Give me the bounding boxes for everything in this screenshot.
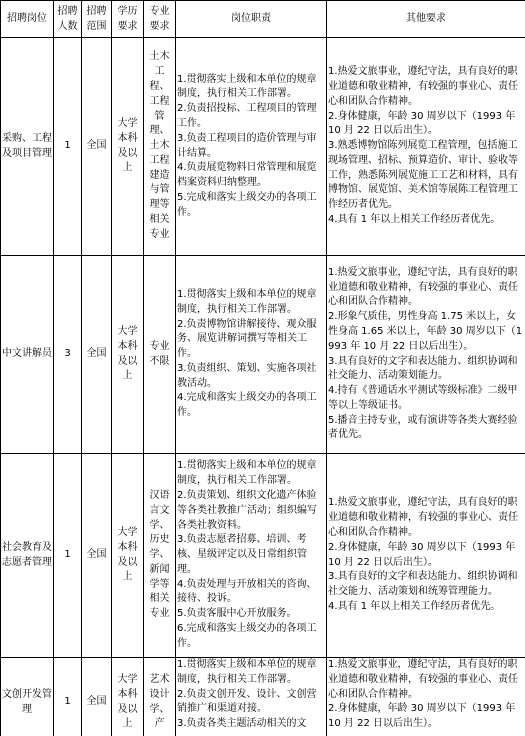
scope-cell: 全国 bbox=[82, 38, 112, 256]
requirement-item: 2.身体健康，年龄 30 周岁以下（1993 年 10 月 22 日以后出生）。 bbox=[328, 110, 516, 137]
header-scope: 招聘范围 bbox=[82, 1, 112, 38]
major-cell: 艺术设计学、产 bbox=[144, 658, 176, 736]
duties-cell bbox=[176, 658, 327, 736]
education-cell: 大学本科及以上 bbox=[112, 658, 144, 736]
other-cell bbox=[327, 256, 525, 454]
duty-item: 1.贯彻落实上级和本单位的规章制度，执行相关工作部署。 bbox=[177, 73, 317, 100]
table-row bbox=[1, 454, 525, 658]
requirement-item: 2.形象气质佳，男性身高 1.75 米以上，女性身高 1.65 米以上，年龄 30 周岁以下（1993 年 10 月 22 日以后出生）。 bbox=[328, 311, 523, 352]
requirement-item: 1.热爱文旅事业，遵纪守法，具有良好的职业道德和敬业精神，有较强的事业心、责任心和团队合作精神。 bbox=[328, 266, 518, 308]
table-row bbox=[1, 658, 525, 736]
requirement-item: 4.持有《普通话水平测试等级标准》二级甲等以上等级证书。 bbox=[328, 385, 518, 411]
requirement-item: 4.具有 1 年以上相关工作经历者优先。 bbox=[328, 214, 501, 226]
header-major: 专业要求 bbox=[144, 1, 176, 38]
duty-item: 2.负责策划、组织文化遗产体验等各类社教推广活动；组织编写各类社教资料。 bbox=[177, 489, 317, 531]
position-cell: 文创开发管理 bbox=[1, 658, 54, 736]
education-cell: 大学本科及以上 bbox=[112, 256, 144, 454]
other-cell bbox=[327, 38, 525, 256]
scope-cell: 全国 bbox=[82, 454, 112, 658]
header-other: 其他要求 bbox=[327, 1, 525, 38]
duty-item: 1.贯彻落实上级和本单位的规章制度，执行相关工作部署。 bbox=[177, 659, 317, 685]
header-duties: 岗位职责 bbox=[176, 1, 327, 38]
major-cell: 专业不限 bbox=[144, 256, 176, 454]
other-cell bbox=[327, 658, 525, 736]
count-cell: 1 bbox=[54, 658, 82, 736]
duty-item: 4.负责展览物料日常管理和展览档案资料归纳整理。 bbox=[177, 162, 317, 189]
major-cell: 土木工程、工程管理、土木工程建造与管理等相关专业 bbox=[144, 38, 176, 256]
other-cell bbox=[327, 454, 525, 658]
position-cell: 中文讲解员 bbox=[1, 256, 54, 454]
requirement-item: 3.具有良好的文字和表达能力、组织协调和社交能力、活动策划能力。 bbox=[328, 355, 518, 382]
duty-item: 1.贯彻落实上级和本单位的规章制度，执行相关工作部署。 bbox=[177, 460, 317, 487]
scope-cell: 全国 bbox=[82, 256, 112, 454]
duty-item: 6.完成和落实上级交办的各项工作。 bbox=[177, 623, 317, 649]
header-position: 招聘岗位 bbox=[1, 1, 54, 38]
requirement-item: 4.具有 1 年以上相关工作经历者优先。 bbox=[328, 600, 501, 612]
count-cell: 1 bbox=[54, 38, 82, 256]
duties-cell bbox=[176, 256, 327, 454]
table-row bbox=[1, 38, 525, 256]
scope-cell: 全国 bbox=[82, 658, 112, 736]
major-cell: 汉语言文学、历史学、新闻学等相关专业 bbox=[144, 454, 176, 658]
requirement-item: 5.播音主持专业，或有演讲等各类大赛经验者优先。 bbox=[328, 414, 518, 441]
education-cell: 大学本科及以上 bbox=[112, 38, 144, 256]
requirement-item: 1.热爱文旅事业，遵纪守法，具有良好的职业道德和敬业精神，有较强的事业心、责任心和团队合作精神。 bbox=[328, 66, 518, 107]
duties-cell bbox=[176, 454, 327, 658]
header-count: 招聘人数 bbox=[54, 1, 82, 38]
header-education: 学历要求 bbox=[112, 1, 144, 38]
duties-cell bbox=[176, 38, 327, 256]
position-cell: 采购、工程及项目管理 bbox=[1, 38, 54, 256]
duty-item: 4.负责处理与开放相关的咨询、接待、投诉。 bbox=[177, 578, 317, 605]
requirement-item: 1.热爱文旅事业，遵纪守法，具有良好的职业道德和敬业精神，有较强的事业心、责任心和团队合作精神。 bbox=[328, 497, 518, 538]
count-cell: 1 bbox=[54, 454, 82, 658]
table-row bbox=[1, 256, 525, 454]
duty-item: 5.完成和落实上级交办的各项工作。 bbox=[177, 191, 317, 218]
header-row bbox=[1, 1, 525, 38]
duty-item: 3.负责工程项目的造价管理与审计结算。 bbox=[177, 132, 317, 159]
duty-item: 2.负责文创开发、设计、文创营销推广和渠道对接。 bbox=[177, 688, 317, 715]
duty-item: 3.负责各类主题活动相关的文 bbox=[177, 718, 307, 730]
duty-item: 3.负责志愿者招募、培训、考核、星级评定以及日常组织管理。 bbox=[177, 534, 307, 575]
requirement-item: 2.身体健康，年龄 30 周岁以下（1993 年 10 月 22 日以后出生）。 bbox=[328, 703, 516, 730]
requirement-item: 1.热爱文旅事业，遵纪守法，具有良好的职业道德和敬业精神，有较强的事业心、责任心和团队合作精神。 bbox=[328, 659, 518, 700]
requirement-item: 3.熟悉博物馆陈列展览工程管理，包括施工现场管理、招标、预算造价、审计、验收等工作，熟悉陈列展览施工工艺和材料，具有博物馆、展览馆、美术馆等展陈工程管理工作经历者优先。 bbox=[328, 140, 518, 211]
duty-item: 3.负责组织、策划、实施各项社教活动。 bbox=[177, 362, 317, 389]
duty-item: 4.完成和落实上级交办的各项工作。 bbox=[177, 392, 317, 419]
duty-item: 2.负责招投标、工程项目的管理工作。 bbox=[177, 103, 317, 129]
position-cell: 社会教育及志愿者管理 bbox=[1, 454, 54, 658]
count-cell: 3 bbox=[54, 256, 82, 454]
requirement-item: 3.具有良好的文字和表达能力、组织协调和社交能力、活动策划和统筹管理能力。 bbox=[328, 571, 518, 598]
duty-item: 2.负责博物馆讲解接待、观众服务、展览讲解词撰写等相关工作。 bbox=[177, 318, 317, 360]
requirement-item: 2.身体健康，年龄 30 周岁以下（1993 年 10 月 22 日以后出生）。 bbox=[328, 541, 516, 568]
duty-item: 5.负责客服中心开放服务。 bbox=[177, 608, 297, 620]
duty-item: 1.贯彻落实上级和本单位的规章制度，执行相关工作部署。 bbox=[177, 288, 317, 315]
education-cell: 大学本科及以上 bbox=[112, 454, 144, 658]
